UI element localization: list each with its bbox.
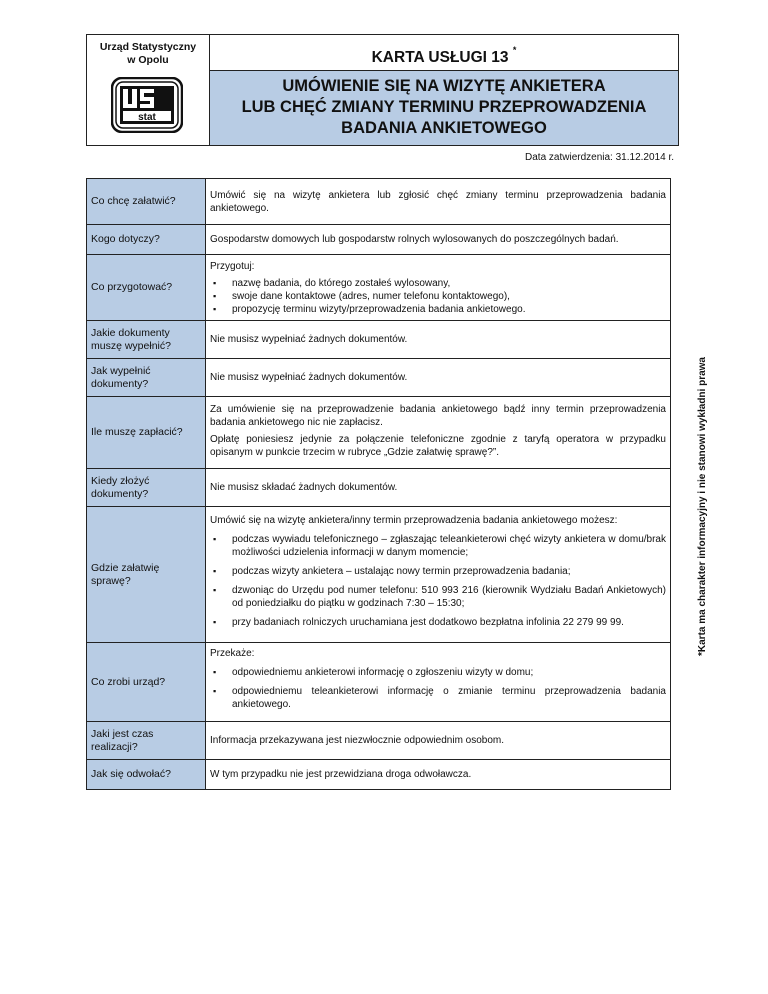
question-cell: Gdzie załatwię sprawę? <box>87 507 206 643</box>
answer-list <box>210 533 666 629</box>
answer-intro: Przygotuj: <box>210 260 255 272</box>
answer-cell <box>206 507 671 643</box>
table-row <box>87 760 671 790</box>
list-item: ▪ odpowiedniemu ankieterowi informację o zgłoszeniu wizyty w domu; <box>210 666 666 679</box>
list-item: ▪ swoje dane kontaktowe (adres, numer telefonu kontaktowego), <box>210 290 666 303</box>
answer-list <box>210 666 666 711</box>
main-title <box>210 71 678 145</box>
table-row <box>87 321 671 359</box>
answer-list <box>210 277 666 316</box>
office-name <box>87 41 209 67</box>
main-title-line1: UMÓWIENIE SIĘ NA WIZYTĘ ANKIETERA <box>282 77 606 95</box>
office-cell <box>87 35 210 146</box>
question-cell: Jakie dokumenty muszę wypełnić? <box>87 321 206 359</box>
list-item: ▪ podczas wizyty ankietera – ustalając nowy termin przeprowadzenia badania; <box>210 565 666 578</box>
question-cell: Jak się odwołać? <box>87 760 206 790</box>
main-title-line2: LUB CHĘĆ ZMIANY TERMINU PRZEPROWADZENIA <box>241 98 647 116</box>
table-row <box>87 397 671 469</box>
question-cell: Jaki jest czas realizacji? <box>87 722 206 760</box>
answer-cell: Gospodarstw domowych lub gospodarstw rolnych wylosowanych do poszczególnych badań. <box>206 225 671 255</box>
table-row <box>87 507 671 643</box>
answer-cell: Umówić się na wizytę ankietera lub zgłosić chęć zmiany terminu przeprowadzenia badania ankietowego. <box>206 179 671 225</box>
question-cell: Co zrobi urząd? <box>87 643 206 722</box>
table-row <box>87 722 671 760</box>
question-cell: Co przygotować? <box>87 255 206 321</box>
table-row <box>87 179 671 225</box>
answer-cell: Nie musisz wypełniać żadnych dokumentów. <box>206 321 671 359</box>
answer-cell <box>206 643 671 722</box>
answer-intro: Umówić się na wizytę ankietera/inny termin przeprowadzenia badania ankietowego możesz: <box>210 515 618 526</box>
question-cell: Jak wypełnić dokumenty? <box>87 359 206 397</box>
service-table <box>86 178 671 790</box>
answer-cell: Nie musisz składać żadnych dokumentów. <box>206 469 671 507</box>
answer-cell: Informacja przekazywana jest niezwłocznie odpowiednim osobom. <box>206 722 671 760</box>
list-item: ▪ dzwoniąc do Urzędu pod numer telefonu: 510 993 216 (kierownik Wydziału Badań Ankietowych) od poniedziałku do piątku w godzinach 7:30 – 15:30; <box>210 584 666 610</box>
list-item: ▪ nazwę badania, do którego zostałeś wylosowany, <box>210 277 666 290</box>
list-item: ▪ propozycję terminu wizyty/przeprowadzenia badania ankietowego. <box>210 303 666 316</box>
table-row <box>87 255 671 321</box>
us-stat-logo <box>111 77 183 133</box>
main-title-line3: BADANIA ANKIETOWEGO <box>341 119 547 137</box>
header-box <box>86 34 679 146</box>
answer-paragraph: Za umówienie się na przeprowadzenie badania ankietowego bądź inny termin przeprowadzenia badania ankietowego nic nie zapłacisz. <box>210 403 666 428</box>
list-item: ▪ podczas wywiadu telefonicznego – zgłaszając teleankieterowi chęć wizyty ankietera w domu/brak możliwości udzielenia informacji w danym momencie; <box>210 533 666 559</box>
answer-cell: Nie musisz wypełniać żadnych dokumentów. <box>206 359 671 397</box>
table-row <box>87 225 671 255</box>
card-title-mark: * <box>512 45 517 55</box>
card-title <box>210 35 678 71</box>
list-item: ▪ przy badaniach rolniczych uruchamiana jest dodatkowo bezpłatna infolinia 22 279 99 99. <box>210 616 666 629</box>
answer-cell <box>206 255 671 321</box>
answer-cell: W tym przypadku nie jest przewidziana droga odwoławcza. <box>206 760 671 790</box>
answer-cell <box>206 397 671 469</box>
office-name-line1: Urząd Statystyczny <box>99 41 197 53</box>
question-cell: Co chcę załatwić? <box>87 179 206 225</box>
answer-paragraph: Opłatę poniesiesz jedynie za połączenie telefoniczne zgodnie z taryfą operatora w przypadku opisanym w punkcie trzecim w rubryce „Gdzie załatwię sprawę?”. <box>210 433 666 458</box>
approval-date: Data zatwierdzenia: 31.12.2014 r. <box>525 152 674 163</box>
svg-text:stat: stat <box>138 112 156 123</box>
table-row <box>87 643 671 722</box>
question-cell: Ile muszę zapłacić? <box>87 397 206 469</box>
card-title-text: KARTA USŁUGI 13 <box>371 49 509 67</box>
question-cell: Kogo dotyczy? <box>87 225 206 255</box>
answer-intro: Przekaże: <box>210 648 255 659</box>
question-cell: Kiedy złożyć dokumenty? <box>87 469 206 507</box>
table-row <box>87 469 671 507</box>
list-item: ▪ odpowiedniemu teleankieterowi informację o zmianie terminu przeprowadzenia badania ankietowego. <box>210 685 666 711</box>
table-row <box>87 359 671 397</box>
disclaimer-note: *Karta ma charakter informacyjny i nie stanowi wykładni prawa <box>697 357 708 656</box>
office-name-line2: w Opolu <box>127 54 169 66</box>
